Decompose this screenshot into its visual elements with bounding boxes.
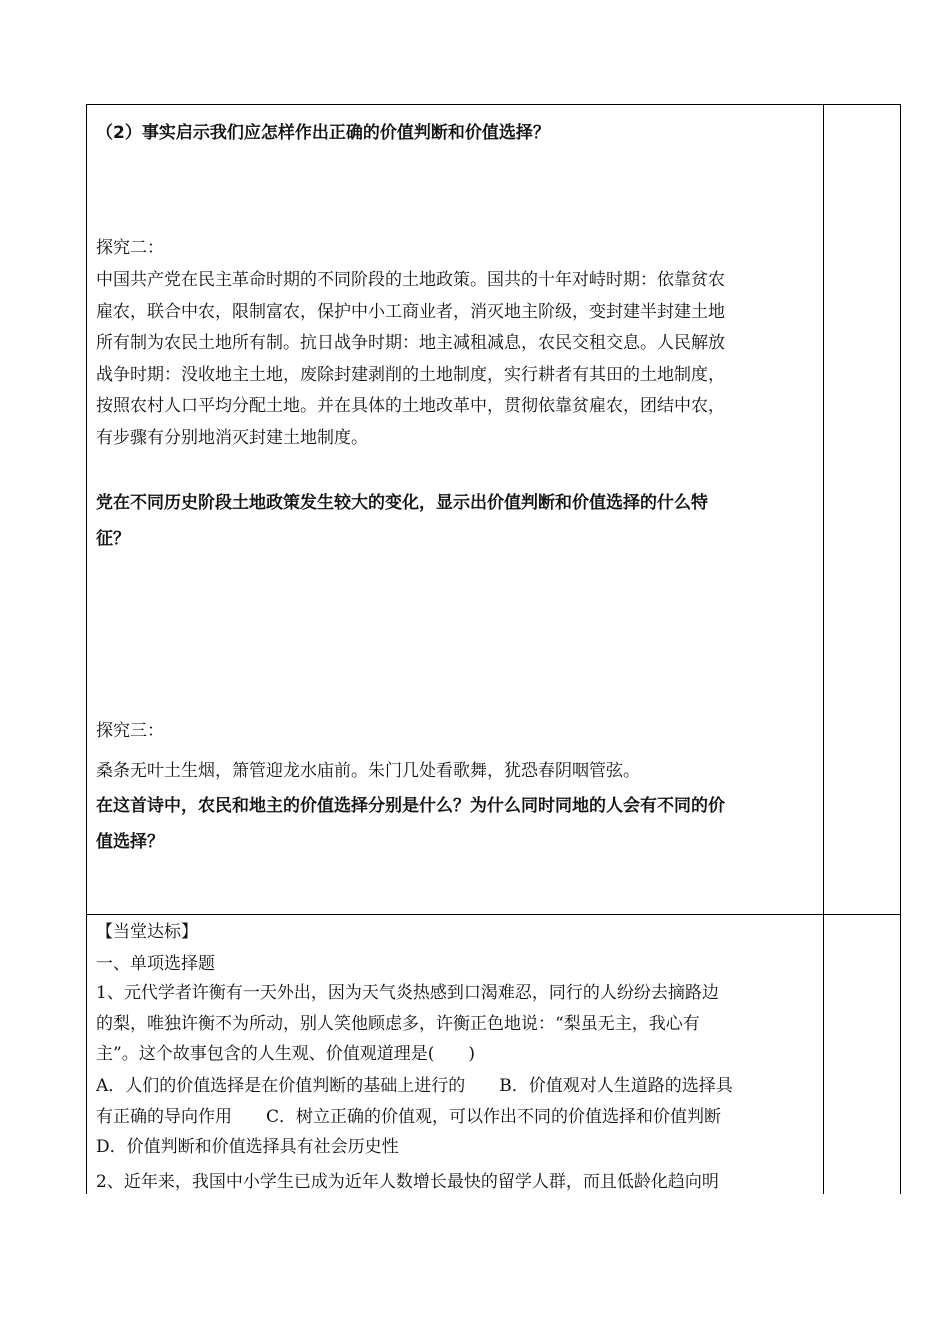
explore-2-heading: 探究二： bbox=[96, 238, 164, 258]
explore-2-body bbox=[96, 265, 818, 454]
explore-2-line: 有步骤有分别地消灭封建土地制度。 bbox=[96, 427, 368, 448]
explore-3-question-line: 值选择？ bbox=[96, 832, 164, 852]
practice-heading: 【当堂达标】 bbox=[96, 922, 198, 942]
table-top-border bbox=[86, 104, 901, 105]
explore-2-question bbox=[96, 485, 818, 557]
explore-2-line: 所有制为农民土地所有制。抗日战争时期：地主减租减息，农民交租交息。人民解放 bbox=[96, 333, 725, 353]
explore-2-line: 按照农村人口平均分配土地。并在具体的土地改革中，贯彻依靠贫雇农，团结中农， bbox=[96, 396, 725, 416]
explore-3-poem: 桑条无叶土生烟，箫管迎龙水庙前。朱门几处看歌舞，犹恐春阴咽管弦。 bbox=[96, 761, 640, 781]
explore-3-question-line: 在这首诗中，农民和地主的价值选择分别是什么？为什么同时同地的人会有不同的价 bbox=[96, 796, 725, 816]
practice-subheading: 一、单项选择题 bbox=[96, 954, 215, 974]
question-1-option-line: D．价值判断和价值选择具有社会历史性 bbox=[96, 1137, 399, 1157]
question-1-line: 1、元代学者许衡有一天外出，因为天气炎热感到口渴难忍，同行的人纷纷去摘路边 bbox=[96, 983, 719, 1003]
question-1-line: 的梨，唯独许衡不为所动，别人笑他顾虑多，许衡正色地说：“梨虽无主，我心有 bbox=[96, 1013, 700, 1034]
explore-2-question-line: 征？ bbox=[96, 529, 130, 549]
explore-2-line: 战争时期：没收地主土地，废除封建剥削的土地制度，实行耕者有其田的土地制度， bbox=[96, 364, 725, 385]
question-1-options bbox=[96, 1071, 818, 1163]
explore-3-heading: 探究三： bbox=[96, 721, 164, 741]
table-middle-border bbox=[823, 104, 824, 1194]
explore-2-question-line: 党在不同历史阶段土地政策发生较大的变化，显示出价值判断和价值选择的什么特 bbox=[96, 493, 708, 513]
question-2: （2）事实启示我们应怎样作出正确的价值判断和价值选择？ bbox=[96, 123, 550, 143]
table-left-border bbox=[86, 104, 87, 1194]
question-1-line: 主”。这个故事包含的人生观、价值观道理是( ) bbox=[96, 1044, 475, 1064]
question-1-option-line: A．人们的价值选择是在价值判断的基础上进行的 B．价值观对人生道路的选择具 bbox=[96, 1076, 733, 1096]
explore-2-line: 中国共产党在民主革命时期的不同阶段的土地政策。国共的十年对峙时期：依靠贫农 bbox=[96, 270, 725, 290]
explore-3-question bbox=[96, 788, 818, 860]
question-1-stem bbox=[96, 978, 818, 1070]
explore-2-line: 雇农，联合中农，限制富农，保护中小工商业者，消灭地主阶级，变封建半封建土地 bbox=[96, 301, 725, 322]
table-row-divider bbox=[86, 914, 901, 915]
table-right-border bbox=[900, 104, 901, 1194]
question-1-option-line: 有正确的导向作用 C．树立正确的价值观，可以作出不同的价值选择和价值判断 bbox=[96, 1106, 722, 1127]
question-2-stem: 2、近年来，我国中小学生已成为近年人数增长最快的留学人群，而且低龄化趋向明 bbox=[96, 1172, 719, 1192]
